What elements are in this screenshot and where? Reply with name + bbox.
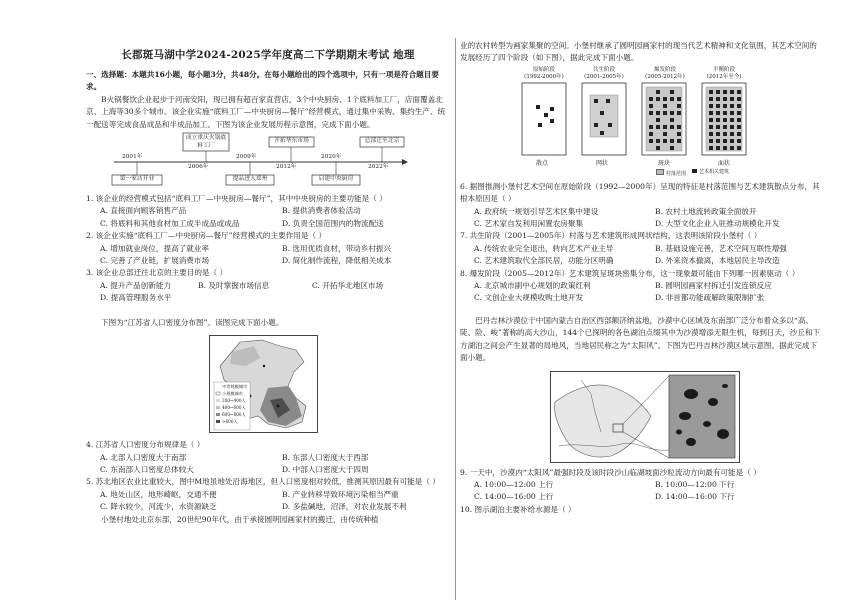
art-building bbox=[737, 104, 741, 108]
legend-item: 200~400人 bbox=[222, 398, 246, 404]
question-9 bbox=[460, 467, 822, 504]
timeline-diagram bbox=[86, 131, 450, 193]
art-building bbox=[716, 104, 720, 108]
art-building bbox=[737, 146, 741, 150]
section-heading: 一、选择题：本题共16小题，每小题3分，共48分。在每小题给出的四个选项中，只有一项是符合题目要求。 bbox=[86, 70, 439, 92]
option-a: A. 地处山区，地形崎岖，交通不便 bbox=[100, 489, 217, 499]
art-building bbox=[677, 125, 681, 129]
jiangsu-density-map bbox=[209, 335, 318, 433]
art-building bbox=[716, 146, 720, 150]
art-building bbox=[594, 123, 598, 127]
question-5 bbox=[86, 476, 450, 513]
art-building bbox=[594, 99, 598, 103]
art-building bbox=[550, 107, 554, 111]
art-building bbox=[670, 125, 674, 129]
art-building bbox=[723, 97, 727, 101]
option-c: C. 开拓华北地区市场 bbox=[312, 280, 384, 290]
option-b: B. 提供消费者体验活动 bbox=[282, 206, 361, 216]
question-stem: 7. 共生阶段（2001—2005年）村落与艺术建筑形成网状结构，这表明该阶段小堡村（ ） bbox=[460, 231, 762, 241]
option-b: B. 基础设施完善，艺术空间互联性增强 bbox=[655, 243, 787, 253]
art-building bbox=[670, 111, 674, 115]
art-building bbox=[730, 111, 734, 115]
art-building bbox=[709, 118, 713, 122]
timeline-label: 成立重庆火锅底料工厂 bbox=[185, 135, 227, 150]
art-building bbox=[677, 139, 681, 143]
option-b: B. 产业转移导致环境污染相当严重 bbox=[282, 489, 399, 499]
art-building bbox=[716, 125, 720, 129]
question-3 bbox=[86, 267, 450, 304]
timeline-year: 2020年 bbox=[321, 154, 342, 161]
timeline-year: 2012年 bbox=[276, 164, 297, 171]
art-building bbox=[737, 118, 741, 122]
desert-region-map bbox=[550, 371, 740, 463]
art-building bbox=[716, 97, 720, 101]
column-divider bbox=[455, 38, 456, 600]
art-building bbox=[538, 123, 542, 127]
question-2 bbox=[86, 230, 450, 267]
art-building bbox=[723, 139, 727, 143]
art-building bbox=[737, 125, 741, 129]
art-building bbox=[723, 118, 727, 122]
art-building bbox=[656, 139, 660, 143]
question-stem: 2. 该企业实施“底料工厂—中央厨房—餐厅”经营模式的主要作用是（ ） bbox=[86, 231, 327, 241]
art-building bbox=[737, 139, 741, 143]
art-building bbox=[670, 97, 674, 101]
stage-years: (2012年至今) bbox=[706, 73, 742, 80]
art-building bbox=[663, 125, 667, 129]
art-building bbox=[737, 132, 741, 136]
hotpot-intro: B火锅餐饮企业起步于河南安阳，现已拥有超百家直营店，3个中央厨房、1个底料加工厂，店面覆盖北京、上海等30多个城市。该企业实施“底料工厂—中央厨房—餐厅”经营模式，通过集中采购、集约生产、统一配送等完成食品成品和半成品加工。下图为该企业发展历程示意图，完成下面小题。 bbox=[86, 94, 446, 129]
art-building bbox=[723, 104, 727, 108]
option-d: D. 提高管理服务水平 bbox=[100, 293, 172, 303]
art-building bbox=[716, 90, 720, 94]
option-c: C. 艺术家自发利用闲置农房聚集 bbox=[474, 219, 584, 229]
timeline-year: 2022年 bbox=[368, 164, 389, 171]
option-b: B. 农村土地流转政策全面放开 bbox=[655, 206, 757, 216]
page-title: 长郡斑马湖中学2024-2025学年度高二下学期期末考试 地理 bbox=[121, 49, 415, 61]
art-building bbox=[723, 90, 727, 94]
art-building bbox=[536, 105, 540, 109]
art-building bbox=[656, 97, 660, 101]
art-building bbox=[649, 104, 653, 108]
art-building bbox=[649, 111, 653, 115]
village-stage-diagram bbox=[460, 67, 822, 181]
art-building bbox=[656, 111, 660, 115]
art-building bbox=[663, 111, 667, 115]
option-d: D. 中部人口密度大于四周 bbox=[282, 464, 369, 474]
art-building bbox=[730, 97, 734, 101]
legend-item: >800人 bbox=[222, 419, 238, 425]
art-building bbox=[656, 125, 660, 129]
art-building bbox=[730, 118, 734, 122]
legend-item: 600~800人 bbox=[222, 412, 246, 418]
option-d: D. 外来资本撤离，本地居民主导改造 bbox=[655, 256, 780, 266]
option-a: A. 北京城市副中心规划的政策红利 bbox=[474, 281, 591, 291]
question-4 bbox=[86, 439, 450, 476]
option-a: A. 直接面向顾客销售产品 bbox=[100, 206, 187, 216]
art-building bbox=[649, 132, 653, 136]
question-1 bbox=[86, 193, 450, 230]
art-building bbox=[606, 99, 610, 103]
art-building bbox=[670, 146, 674, 150]
stage-pattern: 网状 bbox=[596, 159, 609, 167]
question-stem: 4. 江苏省人口密度分布规律是（ ） bbox=[86, 440, 205, 450]
art-building bbox=[663, 139, 667, 143]
option-d: D. 简化制作流程，降低相关成本 bbox=[282, 256, 392, 266]
stage-name: 平衡阶段 bbox=[712, 66, 735, 73]
option-b: B. 10:00—12:00 下行 bbox=[655, 479, 735, 489]
art-building bbox=[677, 97, 681, 101]
art-building bbox=[656, 146, 660, 150]
right-column bbox=[460, 0, 822, 516]
stage-legend bbox=[656, 169, 729, 178]
legend-item: 村落范围 bbox=[656, 169, 686, 178]
art-building bbox=[709, 111, 713, 115]
art-building bbox=[709, 90, 713, 94]
option-c: C. 艺术建筑取代全部民居，功能分区明确 bbox=[474, 256, 614, 266]
timeline-year: 2009年 bbox=[236, 154, 257, 161]
art-building bbox=[730, 132, 734, 136]
question-10 bbox=[460, 504, 822, 516]
art-building bbox=[600, 131, 604, 135]
option-a: A. 10:00—12:00 上行 bbox=[474, 479, 554, 489]
option-d: D. 多盐碱地，沼泽，对农业发展不利 bbox=[282, 502, 407, 512]
stage-years: (2001-2005年) bbox=[584, 73, 624, 80]
art-building bbox=[709, 132, 713, 136]
art-building bbox=[716, 139, 720, 143]
timeline-label: 开拓华东市场 bbox=[274, 138, 309, 145]
option-c: C. 14:00—16:00 上行 bbox=[474, 492, 554, 502]
question-stem: 5. 苏北地区农业比重较大，图中M地虽地处沿海地区，但人口密度相对较低，推测其原因最有可能是（ ） bbox=[86, 477, 440, 487]
art-building bbox=[716, 118, 720, 122]
art-building bbox=[670, 118, 674, 122]
art-building bbox=[730, 125, 734, 129]
art-building bbox=[649, 97, 653, 101]
option-d: D. 负责全国范围内的物流配送 bbox=[282, 218, 384, 228]
left-column bbox=[86, 0, 450, 526]
art-building bbox=[656, 118, 660, 122]
art-building bbox=[677, 132, 681, 136]
question-6 bbox=[460, 181, 822, 231]
option-a: A. 北部人口密度大于南部 bbox=[100, 452, 187, 462]
legend-item: 中等规模城市 bbox=[222, 384, 248, 390]
option-a: A. 政府统一规划引导艺术区集中建设 bbox=[474, 206, 599, 216]
option-c: C. 降水较少，河流少，水资源缺乏 bbox=[100, 502, 217, 512]
art-building bbox=[663, 132, 667, 136]
art-building bbox=[663, 104, 667, 108]
stage-frame bbox=[522, 83, 566, 155]
option-c: C. 东南部人口密度总体较大 bbox=[100, 464, 194, 474]
option-d: D. 14:00—16:00 下行 bbox=[655, 492, 735, 502]
stage-years: (1992-2000年) bbox=[524, 73, 564, 80]
question-8 bbox=[460, 268, 822, 305]
stage-name: 原始阶段 bbox=[532, 66, 555, 73]
option-c: C. 将底料和其他食材加工成半成品或成品 bbox=[100, 218, 240, 228]
legend-item: 艺术相关建筑 bbox=[692, 169, 729, 178]
option-d: D. 大型文化企业入驻推动规模化开发 bbox=[655, 219, 780, 229]
art-building bbox=[709, 104, 713, 108]
art-building bbox=[723, 146, 727, 150]
art-building bbox=[737, 111, 741, 115]
art-building bbox=[730, 146, 734, 150]
art-building bbox=[709, 125, 713, 129]
option-b: B. 及时掌握市场信息 bbox=[198, 280, 270, 290]
timeline-label: 提品进入郑州 bbox=[232, 176, 268, 183]
art-building bbox=[709, 139, 713, 143]
stage-years: (2005-2012年) bbox=[645, 73, 685, 80]
art-building bbox=[663, 97, 667, 101]
art-building bbox=[716, 132, 720, 136]
stage-pattern: 面状 bbox=[718, 159, 731, 167]
option-c: C. 文创企业大规模收购土地开发 bbox=[474, 293, 584, 303]
legend-item: 400~600人 bbox=[222, 405, 246, 411]
question-stem: 8. 爆发阶段（2005—2012年）艺术建筑呈斑块密集分布，这一现象最可能由下列哪一因素驱动（ ） bbox=[460, 268, 800, 278]
art-building bbox=[550, 119, 554, 123]
question-stem: 10. 图示湖泊主要补给水源是（ ） bbox=[460, 504, 576, 514]
option-c: C. 完善了产业链，扩展消费市场 bbox=[100, 256, 210, 266]
question-stem: 9. 一天中，沙漠内“太阳风”最强时段及该时段沙山临湖坡面沙粒流动方向最有可能是（ ） bbox=[460, 467, 761, 477]
option-a: A. 传统农业完全退出，转向艺术产业主导 bbox=[474, 243, 614, 253]
art-building bbox=[709, 97, 713, 101]
art-building bbox=[723, 132, 727, 136]
question-stem: 1. 该企业的经营模式包括“底料工厂—中央厨房—餐厅”，其中中央厨房的主要功能是（ ） bbox=[86, 194, 387, 204]
timeline-label: 第一家店开业 bbox=[119, 176, 155, 183]
art-building bbox=[608, 123, 612, 127]
art-building bbox=[723, 111, 727, 115]
legend-item: 小规模城市 bbox=[222, 391, 243, 397]
option-a: A. 增加就业岗位，提高了就业率 bbox=[100, 243, 210, 253]
stage-pattern: 斑块 bbox=[658, 159, 671, 167]
village-intro-right: 业的农村转型为画家集聚的空间。小堡村继承了圆明园画家村的现当代艺术精神和文化氛围，其艺术空间的发展经历了四个阶段（如下图），据此完成下面小题。 bbox=[460, 41, 817, 63]
art-building bbox=[737, 90, 741, 94]
timeline-year: 2001年 bbox=[122, 154, 143, 161]
art-building bbox=[737, 97, 741, 101]
art-building bbox=[709, 146, 713, 150]
timeline-year: 2006年 bbox=[188, 164, 209, 171]
desert-intro: 巴丹吉林沙漠位于中国内蒙古自治区西部额济纳盆地，沙漠中心区域及东南部广泛分布着众多以“高、陡、险、峻”著称的高大沙山，144个已探明的各色湖泊点缀其中为沙漠增添无限生机，每到日天，沙丘和下方湖泊之间会产生显著的局地风，当地居民称之为“太阳风”。下图为巴丹吉林沙漠区域示意图。据此完成下面小题。 bbox=[460, 315, 821, 363]
stage-name: 爆发阶段 bbox=[653, 66, 676, 73]
art-building bbox=[730, 90, 734, 94]
art-building bbox=[670, 139, 674, 143]
option-d: D. 非首都功能疏解政策限制扩张 bbox=[655, 293, 765, 303]
art-building bbox=[649, 125, 653, 129]
question-stem: 3. 该企业总部迁往北京的主要目的是（ ） bbox=[86, 268, 228, 278]
jiangsu-intro: 下图为“江苏省人口密度分布图”。读图完成下面小题。 bbox=[101, 317, 284, 327]
option-b: B. 东部人口密度大于西部 bbox=[282, 452, 369, 462]
art-building bbox=[600, 111, 604, 115]
art-building bbox=[544, 113, 548, 117]
art-building bbox=[730, 104, 734, 108]
question-7 bbox=[460, 230, 822, 267]
map-legend bbox=[222, 383, 247, 425]
option-b: B. 选用优质食材，带动乡村振兴 bbox=[282, 243, 392, 253]
option-b: B. 圆明园画家村拆迁引发连锁反应 bbox=[655, 281, 772, 291]
art-building bbox=[723, 125, 727, 129]
art-building bbox=[677, 104, 681, 108]
timeline-label: 总部迁至北京 bbox=[364, 138, 400, 145]
art-building bbox=[716, 111, 720, 115]
village-intro-left: 小堡村地处北京东部，20世纪90年代，由于承接圆明园画家村的搬迁，由传统种植 bbox=[101, 514, 379, 524]
art-building bbox=[670, 90, 674, 94]
art-building bbox=[730, 139, 734, 143]
timeline-label: 启建中央厨房 bbox=[318, 176, 354, 183]
art-building bbox=[649, 139, 653, 143]
question-stem: 6. 据图推测小堡村艺术空间在原始阶段（1992—2000年）呈现的特征是村落范围与艺术建筑散点分布，其根本原因是（ ） bbox=[460, 181, 820, 204]
stage-name: 共生阶段 bbox=[592, 66, 615, 73]
option-a: A. 提升产品创新能力 bbox=[100, 280, 172, 290]
art-building bbox=[677, 111, 681, 115]
art-building bbox=[656, 90, 660, 94]
stage-pattern: 散点 bbox=[536, 159, 549, 167]
